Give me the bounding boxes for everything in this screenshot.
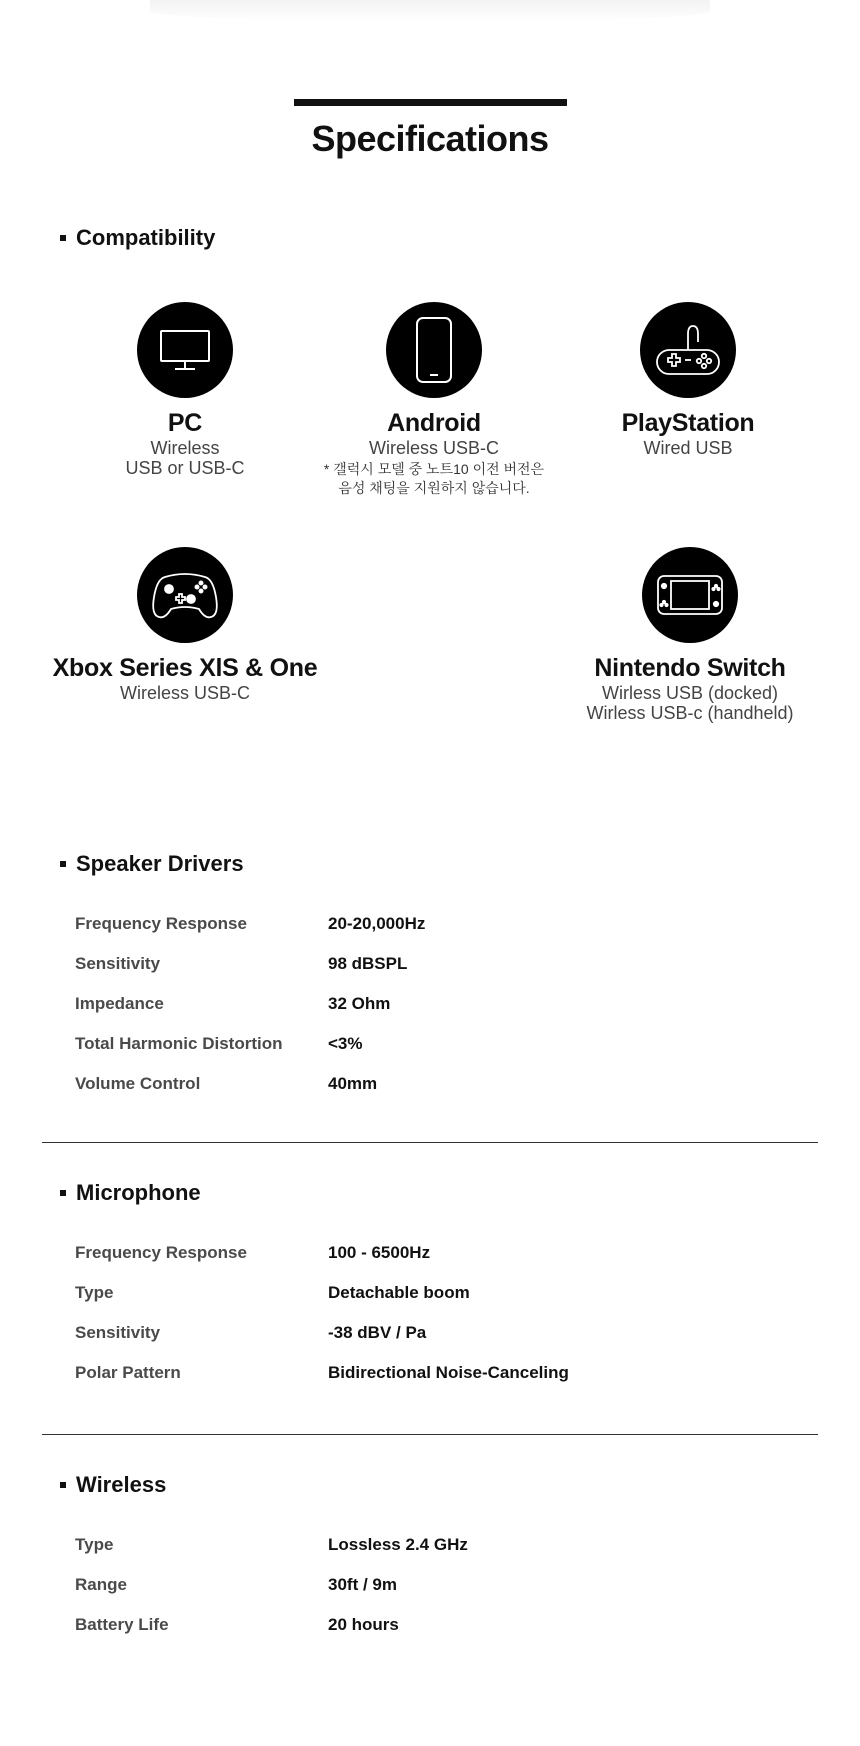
spec-row	[75, 1273, 569, 1313]
device-name: Xbox Series XlS & One	[52, 654, 318, 682]
spec-row	[75, 944, 425, 984]
spec-row	[75, 1024, 425, 1064]
compatibility-heading	[60, 224, 215, 252]
spec-value: 100 - 6500Hz	[328, 1243, 431, 1262]
microphone-heading	[60, 1179, 201, 1207]
spec-label: Impedance	[75, 994, 164, 1013]
spec-label: Frequency Response	[75, 914, 247, 933]
spec-label: Volume Control	[75, 1074, 201, 1093]
device-connection: Wired USB	[643, 438, 733, 458]
speaker-drivers-heading-label: Speaker Drivers	[76, 851, 244, 876]
spec-value: 32 Ohm	[328, 994, 391, 1013]
spec-row	[75, 1525, 468, 1565]
monitor-icon	[137, 302, 233, 398]
spec-label: Type	[75, 1535, 114, 1554]
spec-row	[75, 904, 425, 944]
spec-value: Lossless 2.4 GHz	[328, 1535, 468, 1554]
device-name: PlayStation	[621, 409, 755, 437]
device-xbox	[35, 547, 335, 703]
device-connection: USB or USB-C	[125, 458, 245, 478]
spec-value: 30ft / 9m	[328, 1575, 397, 1594]
switch-console-icon	[642, 547, 738, 643]
gamepad-icon	[640, 302, 736, 398]
spec-row	[75, 1064, 425, 1104]
bullet-icon	[60, 1190, 66, 1196]
device-name: Android	[387, 409, 481, 437]
spec-value: Bidirectional Noise-Canceling	[328, 1363, 569, 1382]
spec-value: 98 dBSPL	[328, 954, 408, 973]
spec-row	[75, 1353, 569, 1393]
wireless-table	[75, 1525, 468, 1645]
device-connection: Wireless	[150, 438, 220, 458]
bullet-icon	[60, 1482, 66, 1488]
bullet-icon	[60, 235, 66, 241]
speaker-drivers-table	[75, 904, 425, 1104]
smartphone-icon	[386, 302, 482, 398]
spec-row	[75, 1605, 468, 1645]
spec-value: 20-20,000Hz	[328, 914, 426, 933]
spec-label: Polar Pattern	[75, 1363, 181, 1382]
spec-label: Range	[75, 1575, 127, 1594]
device-playstation	[538, 302, 838, 458]
device-connection: Wireless USB-C	[119, 683, 250, 703]
microphone-heading-label: Microphone	[76, 1180, 201, 1205]
spec-label: Sensitivity	[75, 1323, 161, 1342]
title-accent-bar	[294, 99, 567, 106]
device-note: 음성 채팅을 지원하지 않습니다.	[338, 480, 530, 496]
device-name: PC	[167, 409, 203, 437]
section-divider	[42, 1434, 818, 1435]
spec-label: Sensitivity	[75, 954, 161, 973]
spec-label: Type	[75, 1283, 114, 1302]
device-connection: Wirless USB-c (handheld)	[586, 703, 794, 723]
top-shadow	[150, 0, 710, 22]
spec-label: Total Harmonic Distortion	[75, 1034, 283, 1053]
spec-value: 20 hours	[328, 1615, 399, 1634]
spec-value: <3%	[328, 1034, 363, 1053]
microphone-table	[75, 1233, 569, 1393]
spec-value: Detachable boom	[328, 1283, 470, 1302]
spec-value: 40mm	[328, 1074, 378, 1093]
section-divider	[42, 1142, 818, 1143]
compatibility-heading-label: Compatibility	[76, 225, 216, 250]
spec-row	[75, 1233, 569, 1273]
speaker-drivers-heading	[60, 850, 244, 878]
wireless-heading	[60, 1471, 166, 1499]
device-name: Nintendo Switch	[594, 654, 786, 682]
device-note: * 갤럭시 모델 중 노트10 이전 버전은	[323, 461, 545, 477]
xbox-controller-icon	[137, 547, 233, 643]
page-title: Specifications	[311, 118, 549, 159]
spec-value: -38 dBV / Pa	[328, 1323, 427, 1342]
bullet-icon	[60, 861, 66, 867]
spec-label: Battery Life	[75, 1615, 169, 1634]
spec-row	[75, 984, 425, 1024]
wireless-heading-label: Wireless	[76, 1472, 167, 1497]
spec-row	[75, 1565, 468, 1605]
spec-label: Frequency Response	[75, 1243, 247, 1262]
spec-row	[75, 1313, 569, 1353]
device-connection: Wireless USB-C	[368, 438, 499, 458]
device-connection: Wirless USB (docked)	[601, 683, 779, 703]
device-nintendo-switch	[540, 547, 840, 723]
